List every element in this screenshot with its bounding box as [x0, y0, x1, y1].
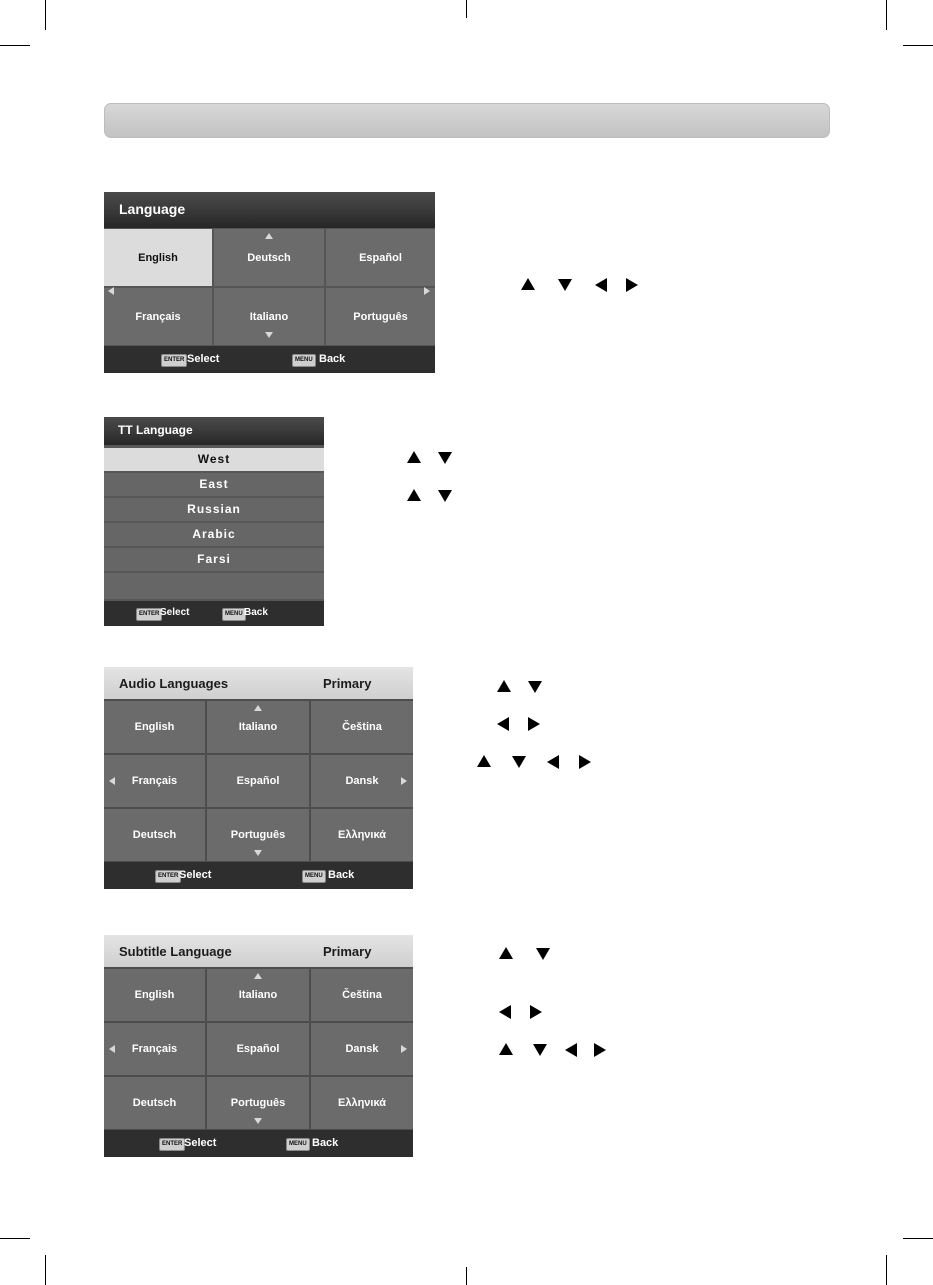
- subtitle-option-portugues[interactable]: Português: [207, 1077, 309, 1129]
- right-arrow-icon: [594, 1043, 606, 1057]
- left-arrow-icon: [499, 1005, 511, 1019]
- tt-option-arabic[interactable]: Arabic: [104, 523, 324, 546]
- scroll-left-icon: [109, 1045, 115, 1053]
- left-arrow-icon: [565, 1043, 577, 1057]
- menu-key-icon: MENU: [222, 608, 246, 621]
- subtitle-option-cestina[interactable]: Čeština: [311, 969, 413, 1021]
- audio-option-greek[interactable]: Ελληνικά: [311, 809, 413, 861]
- language-option-espanol[interactable]: Español: [326, 229, 435, 286]
- scroll-up-icon: [254, 705, 262, 711]
- right-arrow-icon: [579, 755, 591, 769]
- subtitle-language-menu-panel: [104, 935, 413, 1157]
- menu-footer: [104, 862, 413, 889]
- tt-empty-row: [104, 573, 324, 599]
- scroll-up-icon: [265, 233, 273, 239]
- mode-label: Primary: [323, 944, 372, 959]
- scroll-left-icon: [109, 777, 115, 785]
- crop-mark: [0, 1238, 30, 1239]
- crop-mark: [903, 45, 933, 46]
- scroll-down-icon: [254, 850, 262, 856]
- down-arrow-icon: [512, 756, 526, 768]
- select-hint: Select: [179, 869, 212, 881]
- tt-option-east[interactable]: East: [104, 473, 324, 496]
- crop-mark: [45, 0, 46, 30]
- audio-option-deutsch[interactable]: Deutsch: [104, 809, 205, 861]
- subtitle-option-francais[interactable]: Français: [104, 1023, 205, 1075]
- up-arrow-icon: [407, 451, 421, 463]
- select-hint: Select: [160, 607, 190, 618]
- select-hint: Select: [184, 1137, 217, 1149]
- tt-option-russian[interactable]: Russian: [104, 498, 324, 521]
- down-arrow-icon: [438, 452, 452, 464]
- down-arrow-icon: [536, 948, 550, 960]
- back-hint: Back: [328, 869, 355, 881]
- right-arrow-icon: [530, 1005, 542, 1019]
- menu-title-bar: [104, 935, 413, 967]
- audio-option-italiano[interactable]: Italiano: [207, 701, 309, 753]
- crop-mark: [466, 0, 467, 18]
- audio-option-francais[interactable]: Français: [104, 755, 205, 807]
- enter-key-icon: ENTER: [161, 354, 187, 367]
- up-arrow-icon: [499, 947, 513, 959]
- audio-option-english[interactable]: English: [104, 701, 205, 753]
- scroll-up-icon: [254, 973, 262, 979]
- back-hint: Back: [319, 353, 346, 365]
- left-arrow-icon: [497, 717, 509, 731]
- subtitle-option-espanol[interactable]: Español: [207, 1023, 309, 1075]
- audio-option-dansk[interactable]: Dansk: [311, 755, 413, 807]
- crop-mark: [466, 1267, 467, 1285]
- language-option-english[interactable]: English: [104, 229, 212, 286]
- tt-option-farsi[interactable]: Farsi: [104, 548, 324, 571]
- menu-footer: [104, 601, 324, 626]
- back-hint: Back: [312, 1137, 339, 1149]
- subtitle-option-italiano[interactable]: Italiano: [207, 969, 309, 1021]
- menu-footer: [104, 346, 435, 373]
- menu-title: Language: [104, 192, 435, 228]
- scroll-right-icon: [401, 777, 407, 785]
- enter-key-icon: ENTER: [159, 1138, 185, 1151]
- menu-title: TT Language: [104, 417, 324, 445]
- crop-mark: [903, 1238, 933, 1239]
- right-arrow-icon: [528, 717, 540, 731]
- subtitle-option-english[interactable]: English: [104, 969, 205, 1021]
- enter-key-icon: ENTER: [155, 870, 181, 883]
- language-option-portugues[interactable]: Português: [326, 288, 435, 345]
- audio-option-espanol[interactable]: Español: [207, 755, 309, 807]
- tt-language-menu-panel: [104, 417, 324, 626]
- back-hint: Back: [244, 607, 268, 618]
- down-arrow-icon: [438, 490, 452, 502]
- menu-key-icon: MENU: [286, 1138, 310, 1151]
- language-option-italiano[interactable]: Italiano: [214, 288, 324, 345]
- subtitle-option-greek[interactable]: Ελληνικά: [311, 1077, 413, 1129]
- scroll-down-icon: [265, 332, 273, 338]
- scroll-right-icon: [401, 1045, 407, 1053]
- menu-key-icon: MENU: [292, 354, 316, 367]
- language-option-deutsch[interactable]: Deutsch: [214, 229, 324, 286]
- tt-option-west[interactable]: West: [104, 448, 324, 471]
- audio-option-portugues[interactable]: Português: [207, 809, 309, 861]
- down-arrow-icon: [528, 681, 542, 693]
- language-option-francais[interactable]: Français: [104, 288, 212, 345]
- menu-footer: [104, 1130, 413, 1157]
- down-arrow-icon: [558, 279, 572, 291]
- subtitle-option-dansk[interactable]: Dansk: [311, 1023, 413, 1075]
- menu-title: Audio Languages: [119, 676, 229, 691]
- menu-title-bar: [104, 667, 413, 699]
- up-arrow-icon: [407, 489, 421, 501]
- language-menu-panel: [104, 192, 435, 373]
- left-arrow-icon: [547, 755, 559, 769]
- enter-key-icon: ENTER: [136, 608, 162, 621]
- up-arrow-icon: [497, 680, 511, 692]
- scroll-right-icon: [424, 287, 430, 295]
- audio-languages-menu-panel: [104, 667, 413, 889]
- crop-mark: [886, 0, 887, 30]
- crop-mark: [45, 1255, 46, 1285]
- up-arrow-icon: [499, 1043, 513, 1055]
- left-arrow-icon: [595, 278, 607, 292]
- up-arrow-icon: [521, 278, 535, 290]
- menu-key-icon: MENU: [302, 870, 326, 883]
- select-hint: Select: [187, 353, 220, 365]
- down-arrow-icon: [533, 1044, 547, 1056]
- menu-title: Subtitle Language: [119, 944, 232, 959]
- audio-option-cestina[interactable]: Čeština: [311, 701, 413, 753]
- right-arrow-icon: [626, 278, 638, 292]
- crop-mark: [0, 45, 30, 46]
- scroll-left-icon: [108, 287, 114, 295]
- mode-label: Primary: [323, 676, 372, 691]
- crop-mark: [886, 1255, 887, 1285]
- scroll-down-icon: [254, 1118, 262, 1124]
- section-header-bar: [104, 103, 830, 138]
- up-arrow-icon: [477, 755, 491, 767]
- subtitle-option-deutsch[interactable]: Deutsch: [104, 1077, 205, 1129]
